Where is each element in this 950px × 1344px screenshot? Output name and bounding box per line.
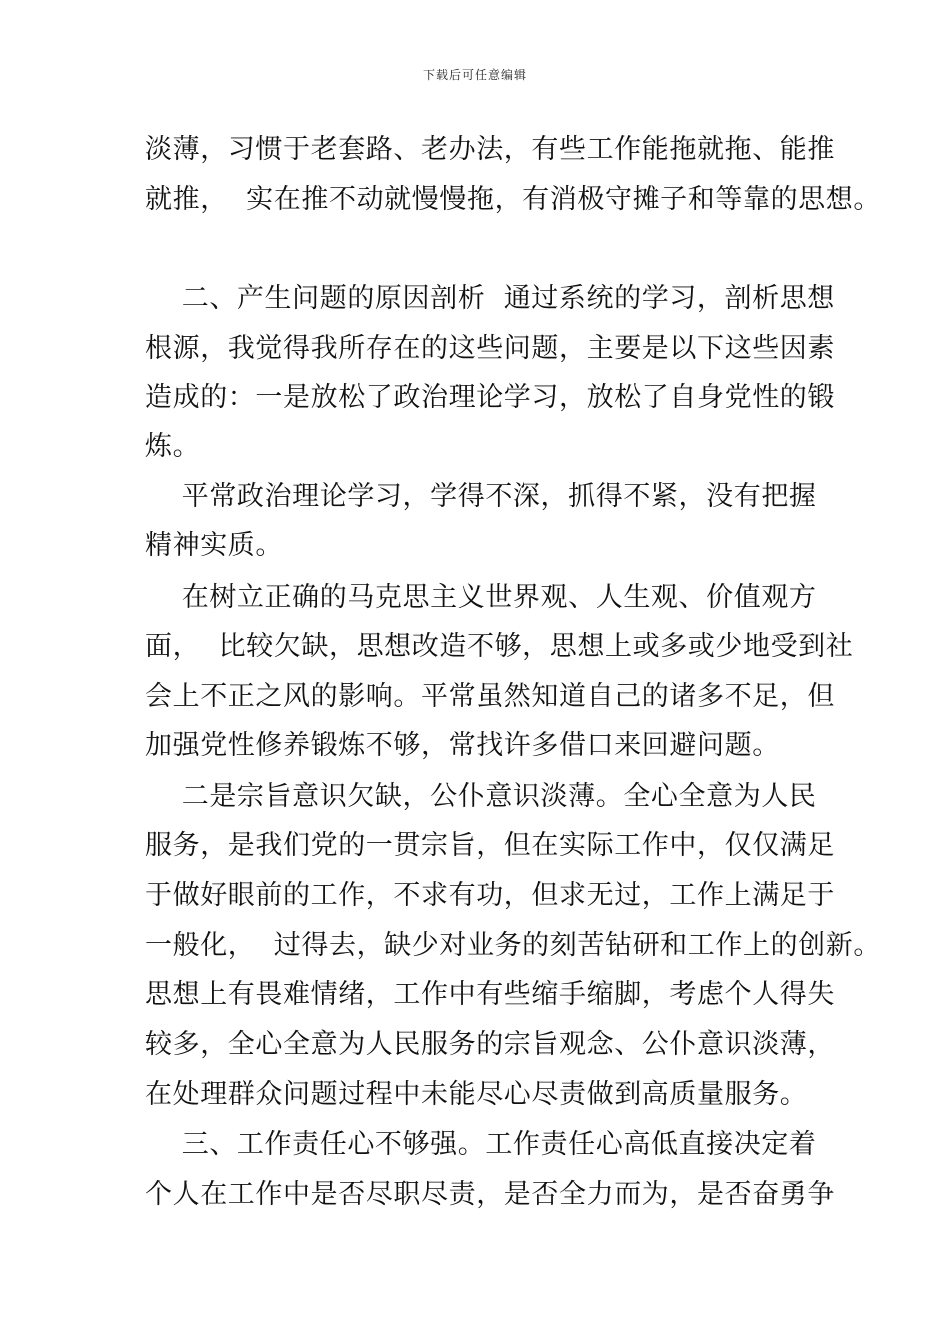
page-header: 下载后可任意编辑	[422, 68, 527, 82]
section-heading-line: 三、工作责任心不够强。工作责任心高低直接决定着	[145, 1129, 817, 1160]
text-line: 精神实质。	[145, 530, 283, 561]
text-line: 淡薄，习惯于老套路、老办法，有些工作能拖就拖、能推	[145, 134, 835, 165]
text-line: 一般化， 过得去，缺少对业务的刻苦钻研和工作上的创新。	[145, 930, 881, 961]
paragraph-start-line: 平常政治理论学习，学得不深，抓得不紧，没有把握	[145, 481, 817, 512]
paragraph-start-line: 二是宗旨意识欠缺，公仆意识淡薄。全心全意为人民	[145, 781, 817, 812]
section-heading-line: 二、产生问题的原因剖析 通过系统的学习，剖析思想	[145, 283, 835, 314]
text-line: 服务，是我们党的一贯宗旨，但在实际工作中，仅仅满足	[145, 830, 835, 861]
text-line: 思想上有畏难情绪，工作中有些缩手缩脚，考虑个人得失	[145, 979, 835, 1010]
text-line: 较多，全心全意为人民服务的宗旨观念、公仆意识淡薄，	[145, 1029, 835, 1060]
text-line: 在处理群众问题过程中未能尽心尽责做到高质量服务。	[145, 1079, 808, 1110]
text-line: 根源，我觉得我所存在的这些问题，主要是以下这些因素	[145, 333, 835, 364]
text-line: 于做好眼前的工作，不求有功，但求无过，工作上满足于	[145, 880, 835, 911]
text-line: 造成的：一是放松了政治理论学习，放松了自身党性的锻	[145, 382, 835, 413]
text-line: 就推， 实在推不动就慢慢拖，有消极守摊子和等靠的思想。	[145, 184, 881, 215]
paragraph-start-line: 在树立正确的马克思主义世界观、人生观、价值观方	[145, 582, 817, 613]
text-line: 炼。	[145, 431, 201, 462]
text-line: 加强党性修养锻炼不够，常找许多借口来回避问题。	[145, 730, 780, 761]
text-line: 会上不正之风的影响。平常虽然知道自己的诸多不足，但	[145, 681, 835, 712]
text-line: 面， 比较欠缺，思想改造不够，思想上或多或少地受到社	[145, 631, 854, 662]
text-line: 个人在工作中是否尽职尽责，是否全力而为，是否奋勇争	[145, 1179, 835, 1210]
